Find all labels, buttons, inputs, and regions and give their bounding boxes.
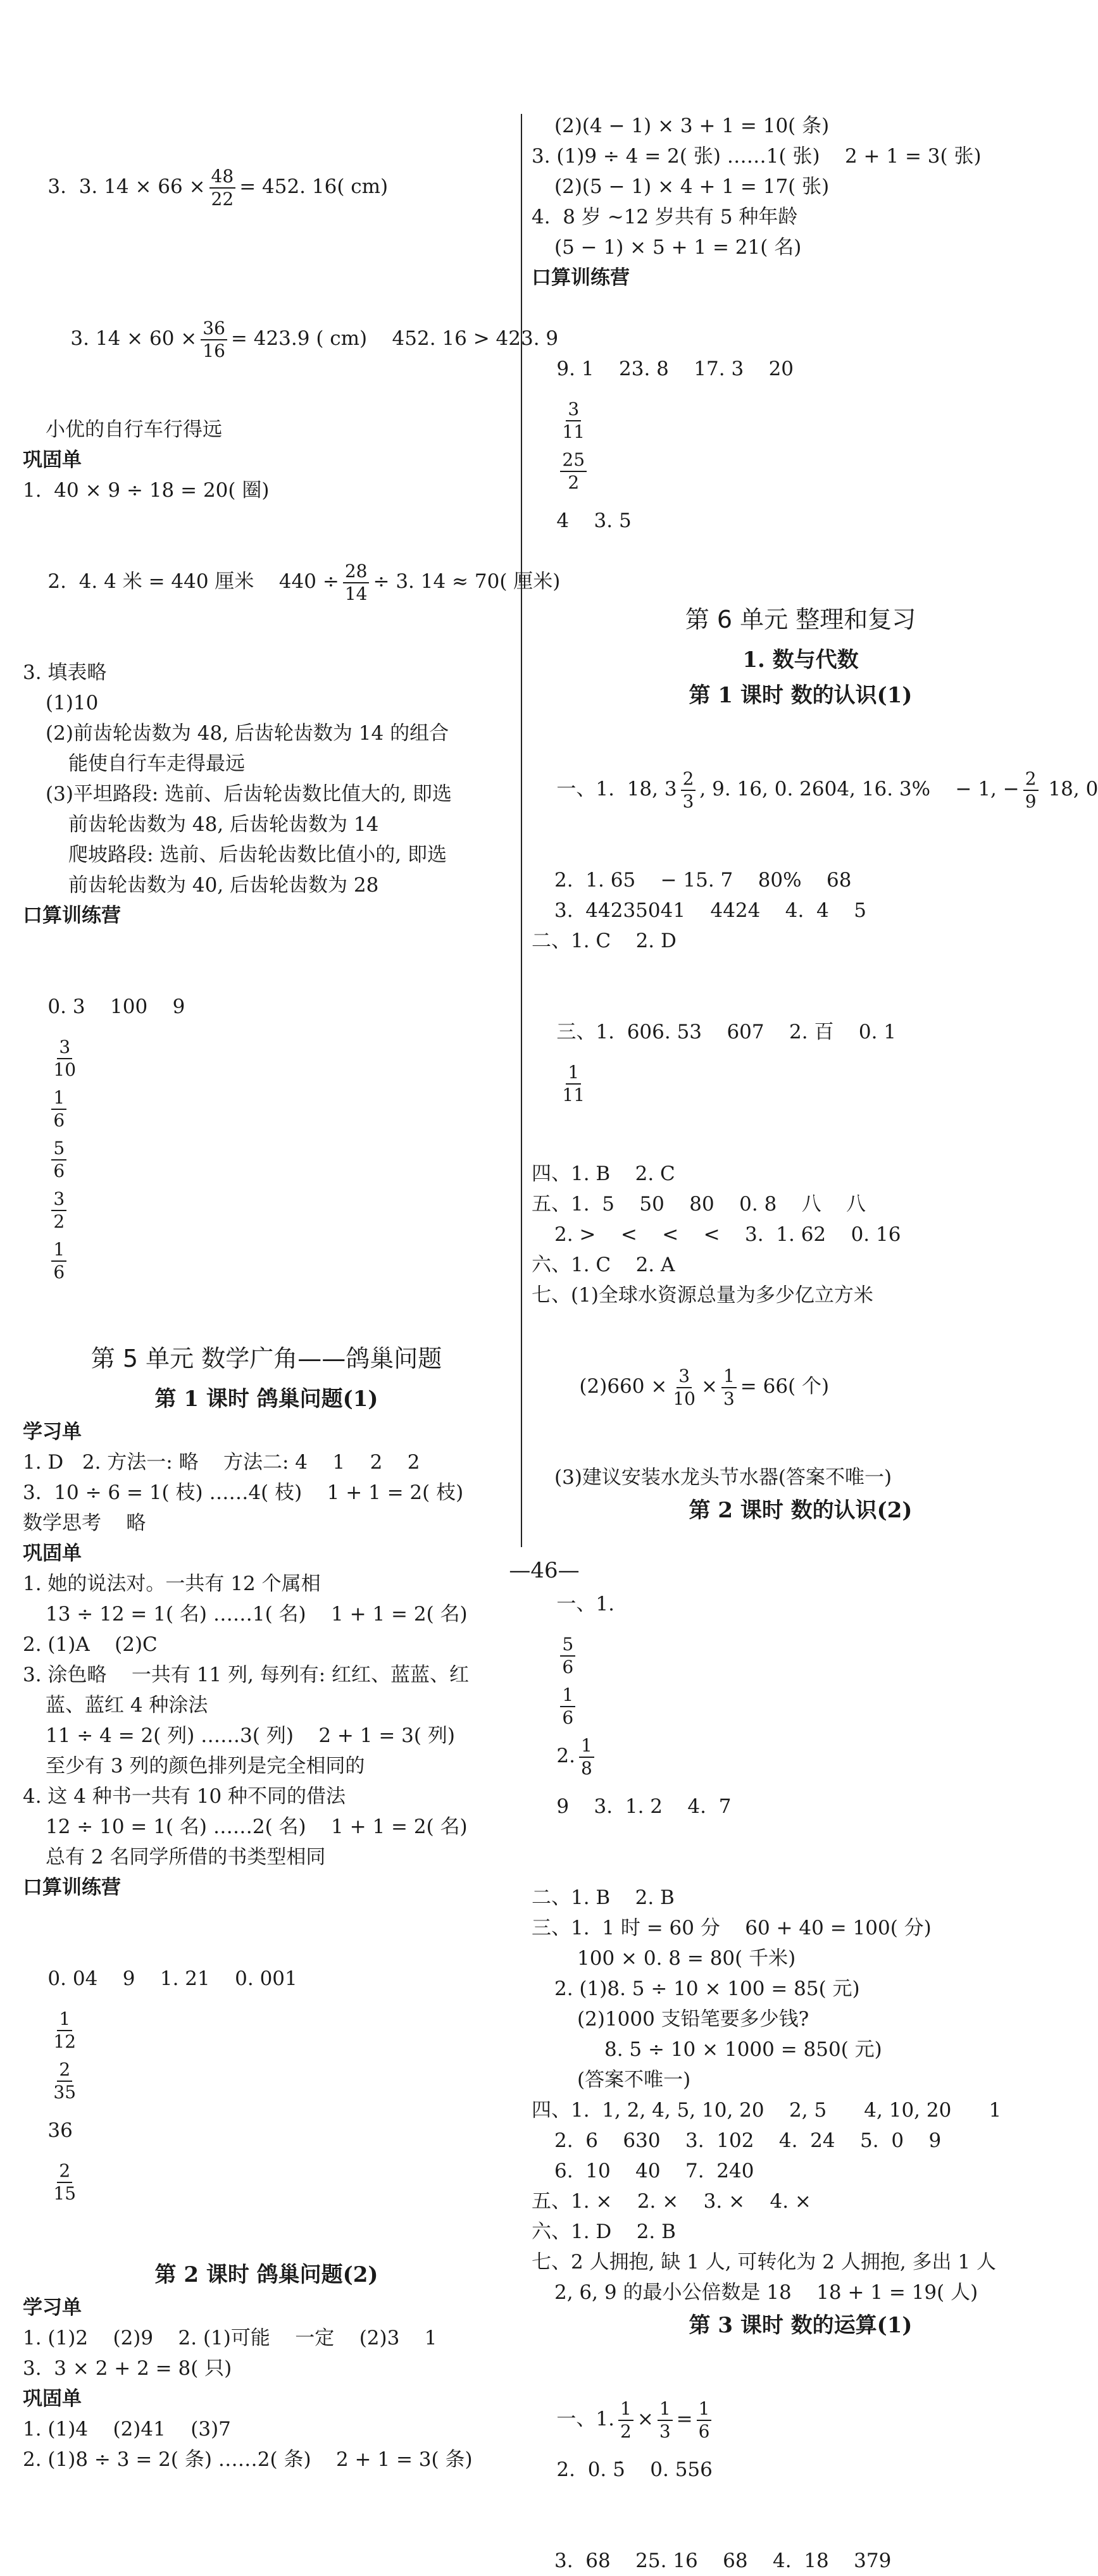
answer-text: 4 3. 5 xyxy=(556,509,632,532)
denominator: 11 xyxy=(562,1084,585,1105)
numerator: 48 xyxy=(209,168,236,189)
answer-line: (3)建议安装水龙头节水器(答案不唯一) xyxy=(554,1466,892,1489)
section-header: 口算训练营 xyxy=(23,904,121,927)
denominator: 6 xyxy=(562,1656,574,1677)
answer-text: = xyxy=(676,2408,693,2430)
section-header: 口算训练营 xyxy=(23,1876,121,1899)
answer-line: 七、2 人拥抱, 缺 1 人, 可转化为 2 人拥抱, 多出 1 人 xyxy=(532,2251,996,2274)
answer-text: 3. 3. 14 × 66 × xyxy=(47,175,206,198)
numerator: 1 xyxy=(579,1737,594,1758)
lesson-title: 第 2 课时 数的认识(2) xyxy=(689,1498,913,1523)
answer-line: 4. 这 4 种书一共有 10 种不同的借法 xyxy=(23,1785,346,1808)
answer-line xyxy=(532,713,1098,865)
answer-text: ÷ 3. 14 ≈ 70( 厘米) xyxy=(373,570,561,593)
fraction xyxy=(618,2400,633,2441)
section-header: 学习单 xyxy=(23,2296,82,2319)
answer-line: 蓝、蓝红 4 种涂法 xyxy=(46,1694,208,1717)
denominator: 6 xyxy=(562,1707,574,1728)
answer-line: 六、1. D 2. B xyxy=(532,2220,676,2243)
denominator: 14 xyxy=(344,583,368,604)
answer-line: 数学思考 略 xyxy=(23,1512,146,1534)
answer-text: , 9. 16, 0. 2604, 16. 3% − 1, − xyxy=(699,778,1020,800)
answer-line: 爬坡路段: 选前、后齿轮齿数比值小的, 即选 xyxy=(68,843,447,866)
answer-line: 2. 6 630 3. 102 4. 24 5. 0 9 xyxy=(554,2129,942,2152)
denominator: 3 xyxy=(723,1388,735,1409)
denominator: 22 xyxy=(211,188,234,209)
fraction xyxy=(51,2058,78,2103)
denominator: 2 xyxy=(568,471,580,493)
page-number: —46— xyxy=(509,1558,580,1583)
oral-math-row xyxy=(23,1903,510,2257)
answer-line: 二、1. C 2. D xyxy=(532,930,677,952)
answer-line: 100 × 0. 8 = 80( 千米) xyxy=(577,1947,796,1970)
fraction xyxy=(560,1061,587,1105)
denominator: 10 xyxy=(53,1059,77,1080)
fraction xyxy=(51,2010,78,2051)
answer-line: 2, 6, 9 的最小公倍数是 18 18 + 1 = 19( 人) xyxy=(554,2281,978,2304)
answer-line: 12 ÷ 10 = 1( 名) ……2( 名) 1 + 1 = 2( 名) xyxy=(46,1815,468,1838)
answer-line xyxy=(23,111,510,263)
fraction xyxy=(721,1367,737,1408)
unit-title: 第 5 单元 数学广角——鸽巢问题 xyxy=(90,1345,442,1372)
denominator: 3 xyxy=(682,790,694,812)
answer-line: 至少有 3 列的颜色排列是完全相同的 xyxy=(46,1755,365,1777)
answer-line: 能使自行车走得最远 xyxy=(68,752,245,775)
numerator: 3 xyxy=(57,1038,72,1059)
answer-line: 1. D 2. 方法一: 略 方法二: 4 1 2 2 xyxy=(23,1451,420,1474)
answer-line: 总有 2 名同学所借的书类型相同 xyxy=(46,1846,326,1869)
fraction xyxy=(681,770,696,811)
denominator: 15 xyxy=(53,2182,77,2204)
answer-line: 3. 10 ÷ 6 = 1( 枝) ……4( 枝) 1 + 1 = 2( 枝) xyxy=(23,1481,464,1504)
lesson-title: 第 1 课时 鸽巢问题(1) xyxy=(154,1386,378,1412)
answer-text: 2. xyxy=(556,1745,575,1767)
answer-line: (2)1000 支铅笔要多少钱? xyxy=(577,2008,809,2031)
answer-text: 一、1. xyxy=(556,2408,615,2430)
fraction xyxy=(658,2400,673,2441)
denominator: 6 xyxy=(53,1160,65,1181)
oral-math-row xyxy=(23,931,510,1336)
numerator: 3 xyxy=(566,401,581,421)
numerator: 1 xyxy=(721,1367,737,1388)
numerator: 2 xyxy=(57,2061,72,2082)
answer-text: 一、1. xyxy=(556,1593,615,1615)
answer-text: 三、1. 606. 53 607 2. 百 0. 1 xyxy=(556,1021,897,1043)
denominator: 6 xyxy=(53,1109,65,1131)
answer-text: 2. 4. 4 米 = 440 厘米 440 ÷ xyxy=(47,570,339,593)
answer-line: 1. (1)2 (2)9 2. (1)可能 一定 (2)3 1 xyxy=(23,2327,437,2349)
numerator: 36 xyxy=(201,320,227,340)
fraction xyxy=(51,1238,66,1283)
numerator: 2 xyxy=(681,770,696,791)
denominator: 6 xyxy=(53,1261,65,1283)
answer-line: 四、1. B 2. C xyxy=(532,1162,675,1185)
answer-text: = 452. 16( cm) xyxy=(239,175,389,198)
answer-line xyxy=(532,956,1070,1159)
numerator: 1 xyxy=(697,2400,712,2421)
answer-line xyxy=(532,2343,1070,2546)
answer-line: 3. 44235041 4424 4. 4 5 xyxy=(554,899,866,922)
fraction xyxy=(560,451,587,492)
answer-line: 前齿轮齿数为 40, 后齿轮齿数为 28 xyxy=(68,874,379,897)
answer-line: 三、1. 1 时 = 60 分 60 + 40 = 100( 分) xyxy=(532,1917,932,1939)
answer-line: 4. 8 岁 ~12 岁共有 5 种年龄 xyxy=(532,206,798,228)
lesson-title: 第 3 课时 数的运算(1) xyxy=(689,2313,913,2338)
numerator: 1 xyxy=(658,2400,673,2421)
numerator: 3 xyxy=(677,1367,692,1388)
numerator: 5 xyxy=(560,1636,575,1657)
answer-text: = 423.9 ( cm) 452. 16 > 423. 9 xyxy=(230,327,559,350)
fraction xyxy=(51,1137,66,1181)
fraction xyxy=(560,1633,575,1677)
answer-text: (2)660 × xyxy=(579,1375,668,1398)
denominator: 16 xyxy=(203,340,225,361)
fraction xyxy=(51,1086,66,1131)
section-header: 巩固单 xyxy=(23,2387,82,2410)
section-title: 1. 数与代数 xyxy=(742,647,859,673)
fraction xyxy=(343,560,370,604)
denominator: 9 xyxy=(1025,790,1037,812)
answer-text: 18, 0 xyxy=(1048,778,1098,800)
answer-line: 1. 她的说法对。一共有 12 个属相 xyxy=(23,1572,321,1595)
denominator: 2 xyxy=(53,1210,65,1232)
fraction xyxy=(1023,770,1039,811)
denominator: 10 xyxy=(673,1388,696,1409)
answer-line: 13 ÷ 12 = 1( 名) ……1( 名) 1 + 1 = 2( 名) xyxy=(46,1603,468,1626)
numerator: 2 xyxy=(57,2162,72,2183)
numerator: 2 xyxy=(1023,770,1039,791)
answer-line: 3. 涂色略 一共有 11 列, 每列有: 红红、蓝蓝、红 xyxy=(23,1664,470,1686)
answer-text: 0. 04 9 1. 21 0. 001 xyxy=(47,1967,297,1990)
denominator: 3 xyxy=(659,2420,671,2442)
answer-text: 0. 3 100 9 xyxy=(47,995,185,1018)
answer-line: 小优的自行车行得远 xyxy=(46,418,222,441)
denominator: 35 xyxy=(53,2081,77,2103)
answer-text: × xyxy=(701,1375,718,1398)
denominator: 6 xyxy=(698,2420,710,2442)
fraction xyxy=(209,165,236,209)
numerator: 28 xyxy=(343,563,370,583)
answer-line: (5 − 1) × 5 + 1 = 21( 名) xyxy=(554,236,802,259)
fraction xyxy=(579,1734,594,1779)
numerator: 1 xyxy=(51,1241,66,1262)
answer-line: 3. (1)9 ÷ 4 = 2( 张) ……1( 张) 2 + 1 = 3( 张) xyxy=(532,145,982,168)
fraction xyxy=(560,1686,575,1727)
answer-line: 8. 5 ÷ 10 × 1000 = 850( 元) xyxy=(604,2038,882,2061)
answer-text: 36 xyxy=(47,2119,73,2142)
answer-line: 6. 10 40 7. 240 xyxy=(554,2160,754,2182)
section-header: 巩固单 xyxy=(23,449,82,471)
fraction xyxy=(51,2162,78,2203)
answer-line: (答案不唯一) xyxy=(577,2069,691,2091)
answer-line: (2)(5 − 1) × 4 + 1 = 17( 张) xyxy=(554,175,830,198)
answer-text: 9. 1 23. 8 17. 3 20 xyxy=(556,358,794,380)
answer-line: 11 ÷ 4 = 2( 列) ……3( 列) 2 + 1 = 3( 列) xyxy=(46,1724,455,1747)
numerator: 1 xyxy=(57,2010,72,2031)
answer-text: 一、1. 18, 3 xyxy=(556,778,677,800)
fraction xyxy=(51,1038,78,1079)
lesson-title: 第 1 课时 数的认识(1) xyxy=(689,683,913,708)
answer-line: (2)前齿轮齿数为 48, 后齿轮齿数为 14 的组合 xyxy=(46,722,449,745)
fraction xyxy=(51,1190,66,1231)
section-header: 口算训练营 xyxy=(532,266,630,289)
answer-line: 3. 填表略 xyxy=(23,661,107,684)
numerator: 25 xyxy=(560,451,587,472)
denominator: 2 xyxy=(620,2420,632,2442)
answer-line: (1)10 xyxy=(46,692,99,714)
fraction xyxy=(697,2400,712,2441)
numerator: 3 xyxy=(51,1190,66,1211)
answer-line: 2. 1. 65 − 15. 7 80% 68 xyxy=(554,869,852,892)
answer-text: 9 3. 1. 2 4. 7 xyxy=(556,1795,732,1818)
answer-line: 二、1. B 2. B xyxy=(532,1886,675,1909)
answer-line: 前齿轮齿数为 48, 后齿轮齿数为 14 xyxy=(68,813,379,836)
section-header: 学习单 xyxy=(23,1421,82,1443)
answer-line: (2)(4 − 1) × 3 + 1 = 10( 条) xyxy=(554,115,830,137)
answer-line: 五、1. × 2. × 3. × 4. × xyxy=(532,2190,811,2213)
fraction xyxy=(201,317,227,361)
denominator: 8 xyxy=(581,1757,592,1779)
oral-math-row xyxy=(532,293,1070,597)
answer-line: 1. 40 × 9 ÷ 18 = 20( 圈) xyxy=(23,479,270,502)
answer-line: 2. > < < < 3. 1. 62 0. 16 xyxy=(554,1223,901,1246)
unit-title: 第 6 单元 整理和复习 xyxy=(685,606,916,633)
answer-line: 3. 3 × 2 + 2 = 8( 只) xyxy=(23,2357,232,2380)
answer-text: 2. 0. 5̇ 0. 556 xyxy=(556,2458,713,2481)
denominator: 11 xyxy=(562,421,585,442)
right-column xyxy=(532,111,1098,2576)
section-header: 巩固单 xyxy=(23,1542,82,1565)
answer-line: 2. (1)A (2)C xyxy=(23,1633,158,1656)
numerator: 1 xyxy=(51,1089,66,1110)
answer-line: 四、1. 1, 2, 4, 5, 10, 20 2, 5 4, 10, 20 1 xyxy=(532,2099,1002,2122)
answer-line: 五、1. 5 50 80 0. 8 八 八 xyxy=(532,1193,866,1216)
answer-text: = 66( 个) xyxy=(740,1375,830,1398)
answer-line: 2. (1)8. 5 ÷ 10 × 100 = 85( 元) xyxy=(554,1977,860,2000)
answer-line xyxy=(532,1310,1070,1462)
numerator: 1 xyxy=(618,2400,633,2421)
numerator: 1 xyxy=(566,1064,581,1085)
denominator: 12 xyxy=(53,2031,77,2052)
answer-line: 七、(1)全球水资源总量为多少亿立方米 xyxy=(532,1284,873,1307)
answer-line: (3)平坦路段: 选前、后齿轮齿数比值大的, 即选 xyxy=(46,783,452,806)
answer-line: 3. 68 25. 16 68 4. 18 379 xyxy=(554,2549,892,2572)
answer-line: 1. (1)4 (2)41 (3)7 xyxy=(23,2418,231,2441)
numerator: 1 xyxy=(560,1686,575,1707)
numerator: 5 xyxy=(51,1140,66,1160)
fraction xyxy=(560,398,587,442)
fraction xyxy=(671,1367,697,1408)
answer-line xyxy=(23,263,559,414)
answer-line: 2. (1)8 ÷ 3 = 2( 条) ……2( 条) 2 + 1 = 3( 条) xyxy=(23,2448,473,2471)
left-column xyxy=(23,111,561,2475)
answer-line: 六、1. C 2. A xyxy=(532,1254,675,1276)
answer-text: 3. 14 × 60 × xyxy=(70,327,197,350)
lesson-title: 第 2 课时 鸽巢问题(2) xyxy=(154,2262,378,2287)
answer-line xyxy=(23,506,561,657)
answer-text: × xyxy=(637,2408,654,2430)
